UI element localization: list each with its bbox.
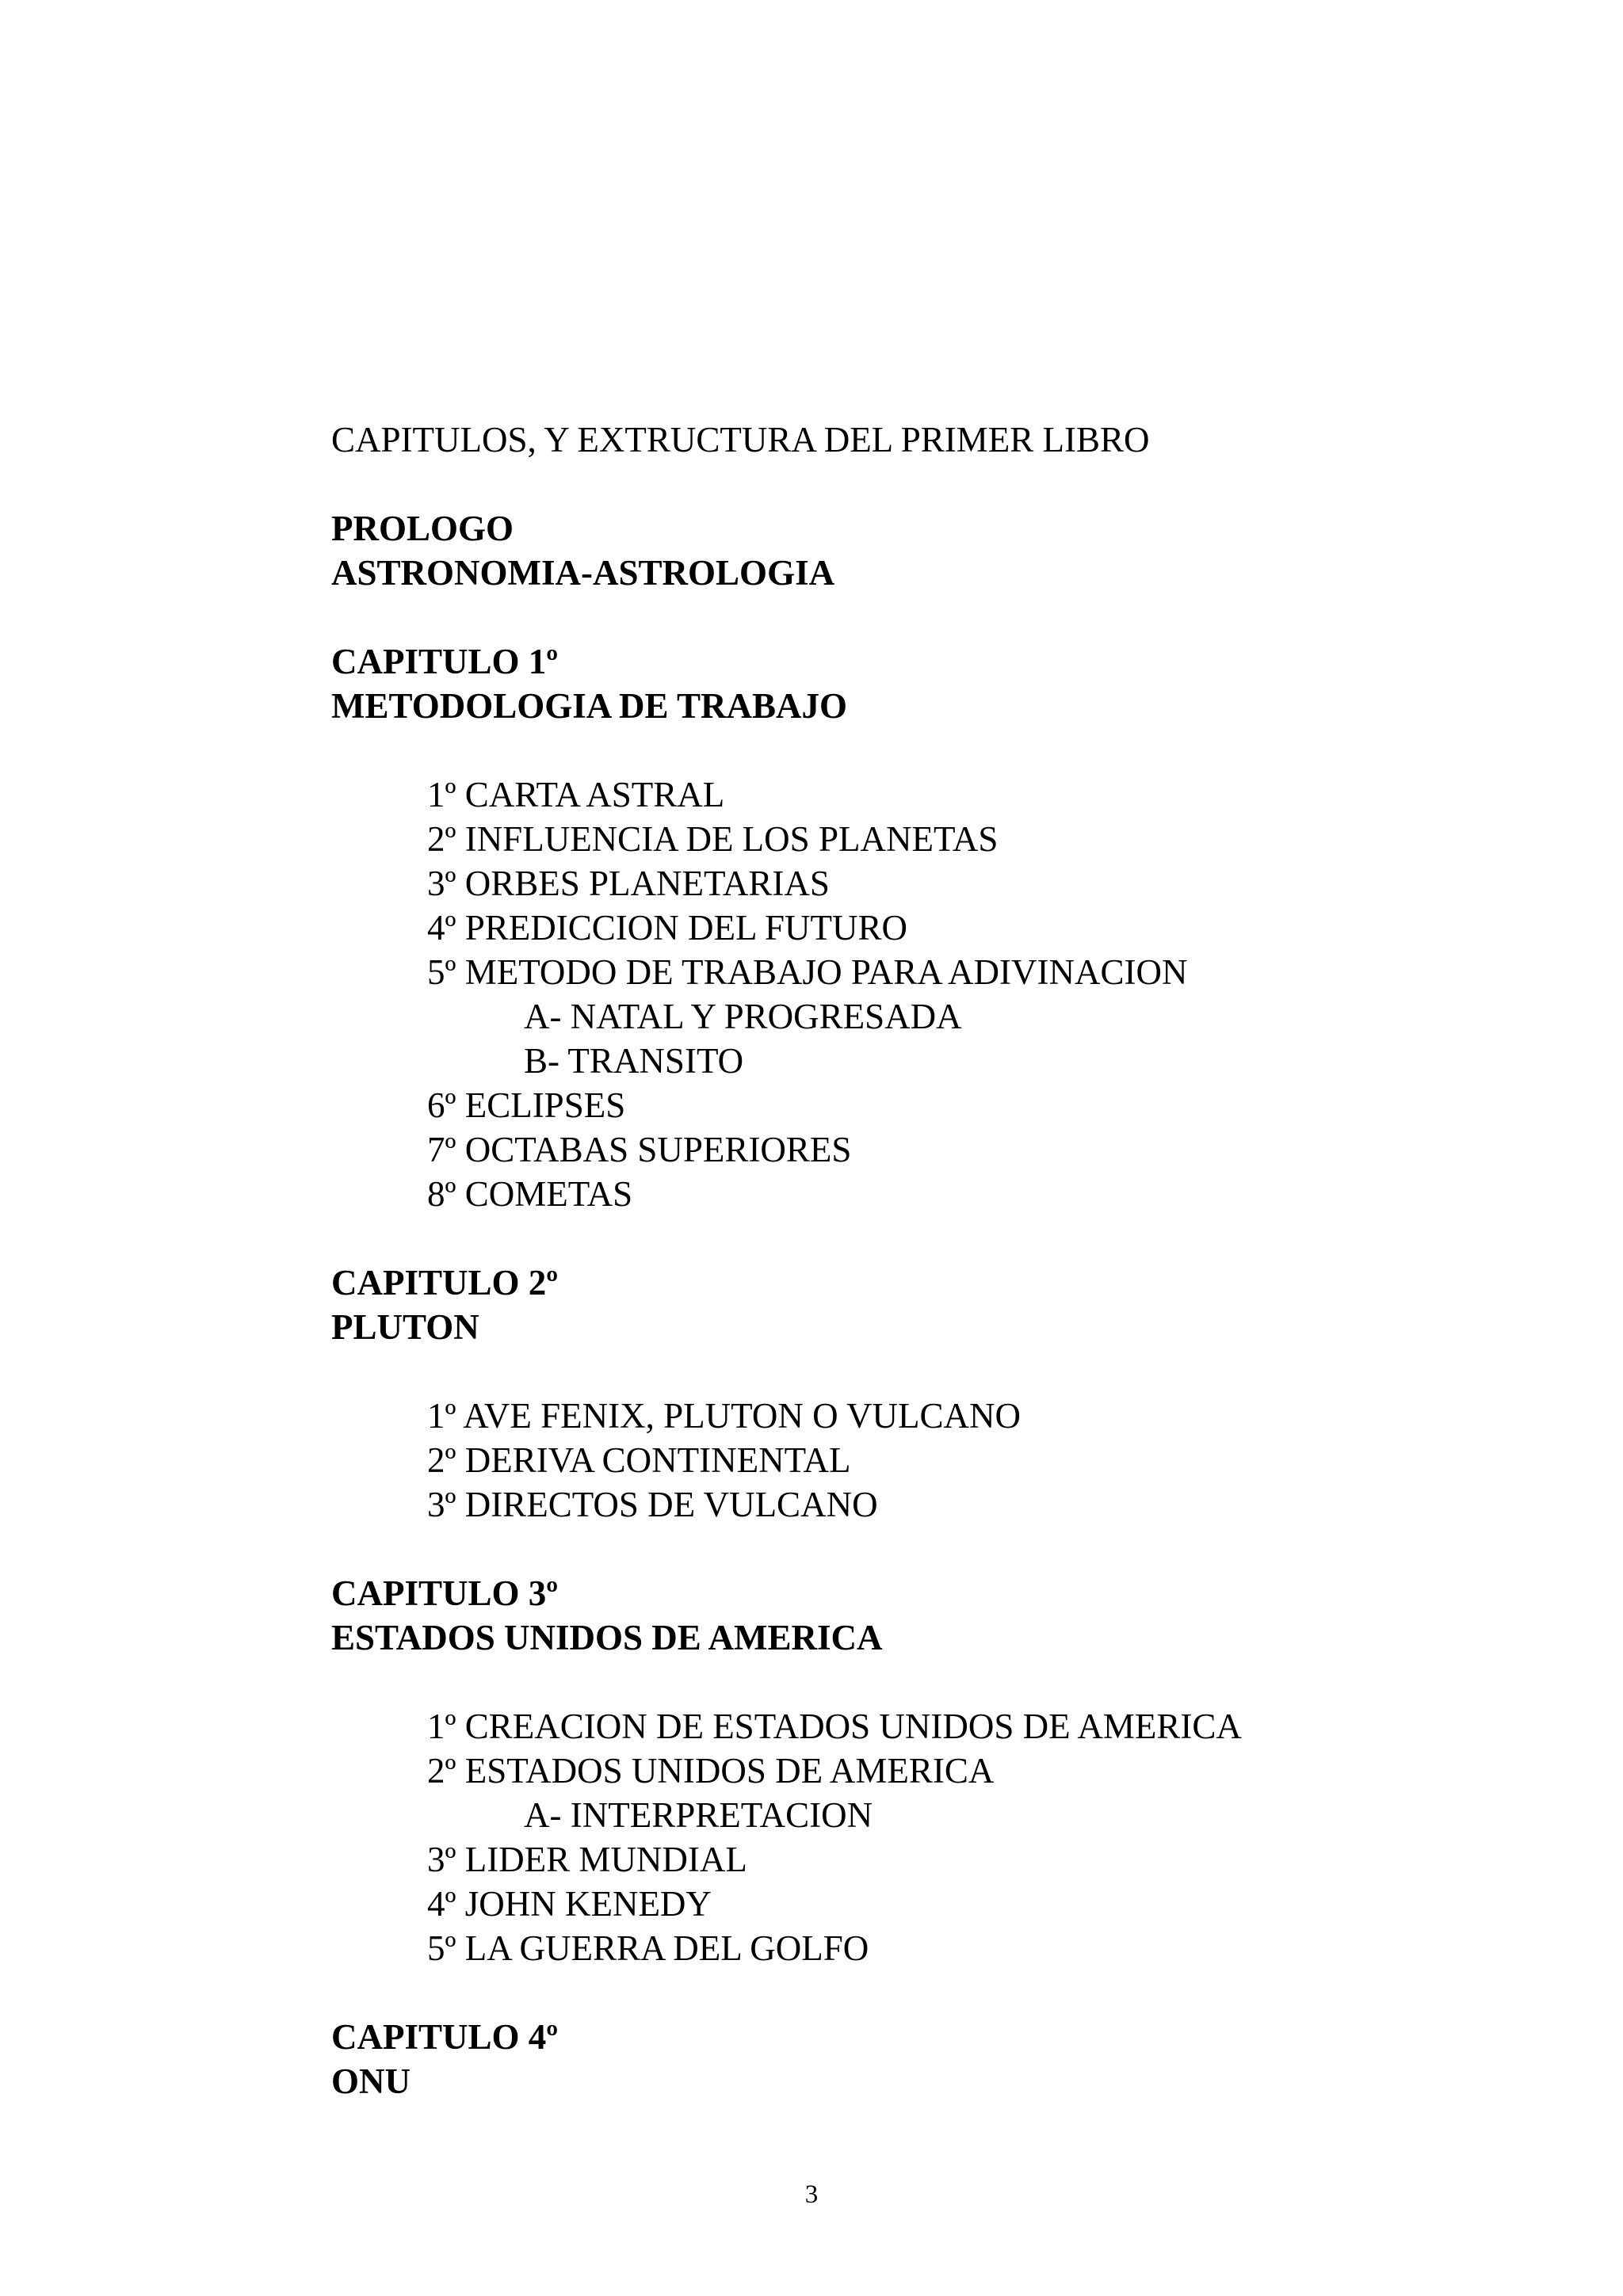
chapter-3-item: 2º ESTADOS UNIDOS DE AMERICA — [427, 1751, 995, 1791]
chapter-1-item: 1º CARTA ASTRAL — [427, 775, 725, 814]
chapter-1-item: 2º INFLUENCIA DE LOS PLANETAS — [427, 819, 999, 859]
document-heading: CAPITULOS, Y EXTRUCTURA DEL PRIMER LIBRO — [331, 420, 1150, 460]
chapter-3-item: 5º LA GUERRA DEL GOLFO — [427, 1928, 869, 1968]
chapter-4-title: ONU — [331, 2061, 411, 2101]
chapter-3-item: 1º CREACION DE ESTADOS UNIDOS DE AMERICA — [427, 1707, 1242, 1746]
chapter-3-label: CAPITULO 3º — [331, 1573, 559, 1613]
chapter-1-item: 4º PREDICCION DEL FUTURO — [427, 908, 908, 948]
chapter-1-item: 7º OCTABAS SUPERIORES — [427, 1130, 852, 1169]
chapter-4-label: CAPITULO 4º — [331, 2017, 559, 2057]
chapter-1-title: METODOLOGIA DE TRABAJO — [331, 686, 847, 726]
page-number: 3 — [804, 2180, 819, 2209]
chapter-3-item: 4º JOHN KENEDY — [427, 1884, 712, 1924]
chapter-2-title: PLUTON — [331, 1307, 479, 1347]
chapter-1-item: 6º ECLIPSES — [427, 1085, 626, 1125]
chapter-2-label: CAPITULO 2º — [331, 1263, 559, 1302]
chapter-3-title: ESTADOS UNIDOS DE AMERICA — [331, 1618, 883, 1657]
chapter-1-item: 3º ORBES PLANETARIAS — [427, 864, 830, 903]
prologo-subtitle: ASTRONOMIA-ASTROLOGIA — [331, 553, 835, 593]
chapter-1-item: 8º COMETAS — [427, 1174, 633, 1214]
chapter-1-item: 5º METODO DE TRABAJO PARA ADIVINACION — [427, 952, 1188, 992]
chapter-2-item: 3º DIRECTOS DE VULCANO — [427, 1485, 878, 1524]
chapter-2-item: 1º AVE FENIX, PLUTON O VULCANO — [427, 1396, 1022, 1436]
prologo-title: PROLOGO — [331, 509, 514, 548]
chapter-3-subitem: A- INTERPRETACION — [524, 1795, 873, 1835]
chapter-1-subitem: A- NATAL Y PROGRESADA — [524, 997, 962, 1036]
chapter-3-item: 3º LIDER MUNDIAL — [427, 1840, 747, 1879]
chapter-1-subitem: B- TRANSITO — [524, 1041, 744, 1081]
chapter-2-item: 2º DERIVA CONTINENTAL — [427, 1440, 851, 1480]
chapter-1-label: CAPITULO 1º — [331, 642, 559, 681]
